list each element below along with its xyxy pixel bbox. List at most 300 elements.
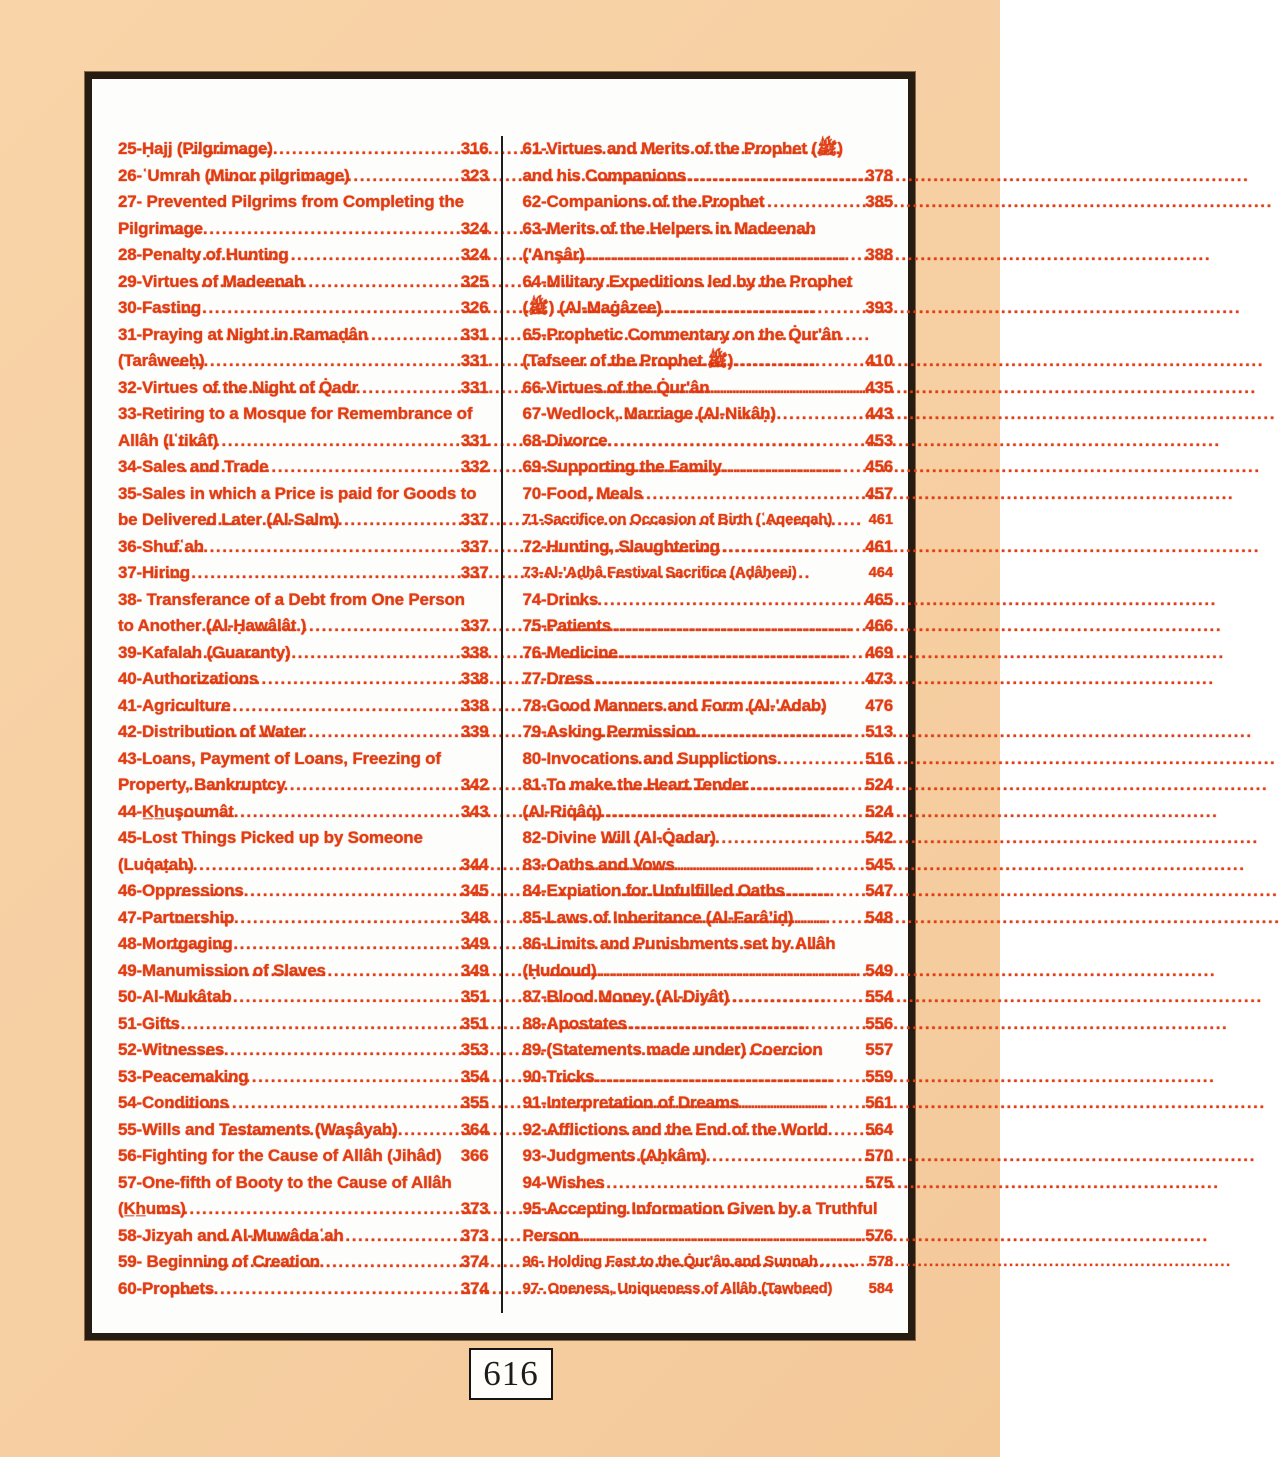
toc-page-number: 461 [868,512,893,528]
toc-page-number: 324 [460,218,489,238]
toc-entry-text: 27- Prevented Pilgrims from Completing the [118,192,464,211]
toc-leader-dots [167,1037,458,1064]
toc-entry-text: 94-Wishes [522,1172,605,1192]
toc-page-number: 345 [460,881,489,900]
toc-page-number: 556 [865,1013,893,1033]
toc-leader-dots [606,348,862,375]
toc-page-number: 524 [865,801,893,821]
toc-page-number: 332 [460,457,489,476]
toc-line [118,163,489,190]
toc-line [118,878,489,905]
toc-entry-text: 33-Retiring to a Mosque for Remembrance of [118,404,473,423]
toc-leader-dots [176,1064,458,1091]
toc-leader-dots [183,454,458,481]
toc-page-number: 576 [865,1225,893,1245]
toc-line [118,481,489,508]
toc-entry-text: 31-Praying at Night in Ramaḍân [118,324,368,344]
toc-page-number: 461 [865,536,893,556]
toc-entry-text: 36-Shufʿah [118,536,204,556]
toc-leader-dots [158,295,458,322]
toc-line [118,401,489,428]
toc-leader-dots [208,163,458,190]
toc-entry-text: 56-Fighting for the Cause of Allâh (Jihâd) [118,1146,442,1165]
toc-line [118,1064,489,1091]
toc-line [523,507,894,534]
toc-page-number: 513 [865,722,893,741]
toc-entry-text: 84-Expiation for Unfulfilled Oaths [522,881,785,900]
toc-entry-text: 58-Jizyah and Al-Muwâdaʿah [118,1225,344,1245]
toc-leader-dots [179,666,457,693]
toc-entry-text: 75-Patients [522,616,612,635]
toc-line [118,746,489,773]
toc-leader-dots [561,799,862,826]
toc-leader-dots [619,746,863,773]
toc-line [523,613,894,640]
toc-line [523,587,894,614]
toc-leader-dots [170,984,458,1011]
toc-line [523,428,894,455]
toc-line [118,852,489,879]
toc-entry-text: 54-Conditions [118,1093,229,1112]
toc-entry-text: 61-Virtues and Merits of the Prophet (ﷺ) [522,139,843,158]
toc-entry-text: 95-Accepting Information Given by a Truthful [522,1199,878,1218]
toc-line [118,905,489,932]
toc-leader-dots [599,375,862,402]
toc-page-number: 337 [460,510,489,529]
toc-line [118,1249,489,1276]
toc-entry-text: 90-Tricks [522,1066,595,1086]
toc-line [118,613,489,640]
toc-leader-dots [213,322,458,349]
toc-leader-dots [618,401,862,428]
toc-line [523,560,894,587]
toc-page-number: 464 [868,565,893,581]
toc-leader-dots [554,242,863,269]
toc-entry-text: 45-Lost Things Picked up by Someone [118,828,423,847]
toc-line [118,1223,489,1250]
toc-line [523,1170,894,1197]
toc-page-number: 344 [460,854,489,874]
toc-leader-dots [559,587,862,614]
toc-leader-dots [205,507,458,534]
toc-line [523,958,894,985]
toc-page-number: 516 [865,748,893,768]
toc-line [523,746,894,773]
toc-line [118,772,489,799]
toc-line [523,799,894,826]
toc-entry-text: 53-Peacemaking [118,1066,249,1086]
toc-page-number: 548 [865,907,893,927]
toc-page-number: 542 [865,828,893,847]
toc-entry-text: 81-To make the Heart Tender [522,775,748,794]
toc-page-number: 378 [865,165,893,185]
toc-entry-text: 93-Judgments (Aḥkâm) [522,1146,707,1165]
toc-page-number: 547 [865,881,893,900]
toc-page-number: 339 [460,722,489,741]
toc-line [523,693,894,720]
toc-line [118,587,489,614]
toc-page-number: 476 [865,695,893,715]
toc-line [523,931,894,958]
toc-entry-text: Allâh (Iʿtikâf) [118,430,218,450]
toc-entry-text: 87-Blood Money (Al-Diyât) [522,987,730,1006]
toc-leader-dots [562,1170,862,1197]
toc-page-number: 473 [865,669,893,688]
toc-line [523,719,894,746]
toc-leader-dots [638,1249,866,1276]
toc-entry-text: 77-Dress [522,669,593,688]
toc-entry-text: 66-Virtues of the Q̇ur'ân [522,377,710,397]
toc-leader-dots [206,1223,457,1250]
toc-line [523,216,894,243]
toc-entry-text: to Another (Al-Ḥawâlât ) [118,616,307,635]
toc-entry-text: 72-Hunting, Slaughtering [522,536,720,556]
toc-entry-text: 83-Oaths and Vows [522,854,675,874]
toc-page-number: 343 [460,801,489,821]
toc-entry-text: and his Companions [522,165,687,185]
toc-entry-text: 91-Interpretation of Dreams [522,1093,740,1112]
toc-page-number: 524 [865,775,893,794]
toc-entry-text: 97- Oneness, Uniqueness of Allâh (Tawheed) [522,1280,833,1297]
toc-line [523,269,894,296]
toc-leader-dots [151,1196,457,1223]
toc-page-number: 373 [460,1225,489,1245]
toc-leader-dots [171,799,458,826]
toc-entry-text: 96- Holding Fast to the Q̇ur'ân and Sunnah [522,1254,818,1270]
toc-page-number: 325 [460,271,489,291]
toc-page-number: 337 [460,536,489,556]
toc-leader-dots [159,348,457,375]
toc-entry-text: 28-Penalty of Hunting [118,245,289,264]
toc-line [118,348,489,375]
toc-line [118,560,489,587]
toc-page-number: 373 [460,1199,489,1218]
toc-page-number: 324 [460,245,489,264]
toc-leader-dots [595,719,862,746]
toc-page-number: 349 [460,934,489,953]
toc-leader-dots [601,825,862,852]
toc-line [523,825,894,852]
toc-line [118,454,489,481]
toc-leader-dots [169,1090,458,1117]
toc-entry-text: 69-Supporting the Family [522,457,722,476]
toc-page-number: 331 [460,430,489,450]
toc-leader-dots [608,1090,862,1117]
toc-entry-text: 40-Authorizations [118,669,259,688]
toc-entry-text: 64-Military Expeditions led by the Prophet [522,271,853,291]
toc-entry-text: 30-Fasting [118,298,202,317]
toc-line [523,481,894,508]
toc-page-number: 469 [865,642,893,662]
toc-page-number: 549 [865,960,893,980]
toc-entry-text: 25-Ḥajj (Pilgrimage) [118,139,273,158]
toc-entry-text: 73-Al-'Aḍḥâ Festival Sacrifice (Aḍâḥeei) [522,565,797,581]
toc-line [523,1011,894,1038]
toc-leader-dots [621,878,862,905]
toc-page-number: 410 [865,351,893,370]
toc-leader-dots [171,905,458,932]
toc-page-number: 337 [460,563,489,582]
toc-entry-text: 86-Limits and Punishments set by Allâh [522,934,836,953]
toc-leader-dots [588,852,862,879]
toc-entry-text: 47-Partnership [118,907,235,927]
toc-entry-text: 92-Afflictions and the End of the World [522,1119,828,1139]
toc-page-number: 342 [460,775,489,794]
toc-entry-text: (Al-Riq̇âq̇) [522,801,602,821]
toc-leader-dots [598,1143,862,1170]
toc-line [523,322,894,349]
toc-leader-dots [195,269,458,296]
toc-line [118,295,489,322]
toc-entry-text: (ﷺ) (Al-Maġâzee) [522,298,662,317]
toc-line [118,322,489,349]
toc-leader-dots [605,984,862,1011]
toc-line [118,693,489,720]
toc-entry-text: 26-ʿUmrah (Minor pilgrimage) [118,165,350,185]
toc-leader-dots [557,666,862,693]
toc-entry-text: 80-Invocations and Supplictions [522,748,778,768]
toc-page-number: 385 [865,192,893,211]
toc-leader-dots [189,772,458,799]
toc-page-number: 559 [865,1066,893,1086]
toc-line [118,534,489,561]
toc-line [523,1037,894,1064]
toc-leader-dots [159,216,458,243]
toc-line [118,1196,489,1223]
toc-page-number: 554 [865,987,893,1006]
toc-page-number: 353 [460,1040,489,1059]
toc-line [523,666,894,693]
toc-leader-dots [163,1276,458,1303]
toc-leader-dots [201,958,458,985]
toc-line [523,984,894,1011]
toc-leader-dots [592,163,862,190]
toc-page-number: 349 [460,960,489,980]
toc-line [523,375,894,402]
toc-entry-text: 74-Drinks [522,589,599,609]
toc-line [118,799,489,826]
toc-entry-text: 62-Companions of the Prophet [522,192,765,211]
toc-entry-text: 89-(Statements made under) Coercion [522,1040,823,1059]
toc-page-number: 564 [865,1119,893,1139]
toc-page-number: 457 [865,483,893,503]
toc-page-number: 351 [460,1013,489,1033]
toc-page-number: 331 [460,324,489,344]
toc-leader-dots [221,1117,458,1144]
toc-leader-dots [153,560,457,587]
toc-leader-dots [611,772,863,799]
toc-entry-text: 37-Hiring [118,563,190,582]
toc-page-number: 326 [460,298,489,317]
toc-line [523,1276,894,1303]
toc-entry-text: 57-One-fifth of Booty to the Cause of Allâh [118,1172,452,1192]
toc-leader-dots [210,375,457,402]
toc-page-number: 584 [868,1280,893,1297]
toc-entry-text: 50-Al-Mukâtab [118,987,232,1006]
toc-line [523,242,894,269]
toc-leader-dots [577,481,863,508]
toc-line [523,1090,894,1117]
toc-page-number: 364 [460,1119,489,1139]
toc-line [523,401,894,428]
toc-entry-text: 32-Virtues of the Night of Q̇adr [118,377,359,397]
toc-leader-dots [623,905,862,932]
toc-page-number: 331 [460,377,489,397]
toc-leader-dots [615,189,862,216]
toc-line [118,666,489,693]
toc-page-number: 338 [460,695,489,715]
toc-entry-text: Pilgrimage [118,218,203,238]
toc-line [118,1090,489,1117]
toc-leader-dots [195,719,458,746]
toc-line [118,269,489,296]
toc-leader-dots [190,242,458,269]
toc-page-number: 316 [460,139,489,158]
toc-page-number: 456 [865,457,893,476]
toc-page-number: 388 [865,245,893,264]
toc-line [523,295,894,322]
toc-entry-text: (Tafseer of the Prophet ﷺ) [522,351,734,370]
toc-page-number: 466 [865,616,893,635]
toc-page-number: 453 [865,430,893,450]
toc-entry-text: 39-Kafalah (Guaranty) [118,642,291,662]
toc-leader-dots [149,1011,458,1038]
toc-entry-text: Property, Bankruptcy [118,775,286,794]
toc-page-number: 374 [460,1252,489,1271]
toc-leader-dots [551,1223,862,1250]
toc-entry-text: 42-Distribution of Water [118,722,306,741]
toc-line [118,984,489,1011]
toc-leader-dots [559,958,863,985]
toc-entry-text: 55-Wills and Testaments (Waşâyah) [118,1119,398,1139]
toc-page-number: 331 [460,351,489,370]
toc-leader-dots [563,428,862,455]
toc-entry-text: 68-Divorce [522,430,608,450]
toc-line [118,507,489,534]
toc-line [523,454,894,481]
toc-leader-dots [169,693,457,720]
toc-entry-text: 43-Loans, Payment of Loans, Freezing of [118,748,441,768]
toc-page-number: 465 [865,589,893,609]
toc-entry-text: 29-Virtues of Madeenah [118,271,305,291]
toc-entry-text: 41-Agriculture [118,695,231,715]
page-number-box [469,1348,553,1400]
toc-line [118,719,489,746]
toc-entry-text: (Ḥudoud) [522,960,597,980]
toc-page-number: 570 [865,1146,893,1165]
toc-line [523,1064,894,1091]
toc-entry-text: 51-Gifts [118,1013,180,1033]
toc-line [523,1117,894,1144]
toc-page-number: 338 [460,669,489,688]
toc-entry-text: ('Anşâr) [522,245,585,264]
toc-entry-text: 71-Sacrifice on Occasion of Birth (ʿAqeeqah) [522,512,833,528]
toc-leader-dots [571,1011,862,1038]
toc-entry-text: be Delivered Later (Al-Salm) [118,510,340,529]
toc-page-number: 435 [865,377,893,397]
toc-line [523,1196,894,1223]
toc-entry-text: 85-Laws of Inheritance (Al-Farâ’iḍ) [522,907,794,927]
toc-line [523,1249,894,1276]
toc-leader-dots [170,931,458,958]
toc-line [523,189,894,216]
toc-entry-text: 65-Prophetic Commentary on the Q̇ur'ân [522,324,842,344]
toc-leader-dots [195,613,458,640]
toc-entry-text: (Tarâweeḥ) [118,351,205,370]
toc-line [118,136,489,163]
toc-page-number: 355 [460,1093,489,1112]
toc-entry-text: (Luq̇aṭah) [118,854,194,874]
toc-line [523,136,894,163]
toc-line [523,772,894,799]
toc-line [118,1011,489,1038]
toc-entry-text: 44-K̲h̲uşoumât [118,801,234,821]
toc-line [523,1223,894,1250]
toc-page-number: 393 [865,298,893,317]
toc-line [523,534,894,561]
toc-page-number: 323 [460,165,489,185]
toc-page-number: 366 [460,1146,489,1165]
toc-entry-text: 52-Witnesses [118,1040,225,1059]
toc-page-number: 557 [865,1040,893,1059]
toc-line [118,931,489,958]
toc-entry-text: 35-Sales in which a Price is paid for Goods to [118,483,477,503]
toc-line [118,428,489,455]
toc-page-number: 578 [868,1254,893,1270]
toc-page-number: 374 [460,1278,489,1298]
toc-line [118,375,489,402]
toc-leader-dots [565,613,863,640]
toc-page-number: 354 [460,1066,489,1086]
toc-leader-dots [165,428,458,455]
page-number: 616 [483,1354,539,1393]
toc-page-number: 575 [865,1172,893,1192]
toc-line [118,825,489,852]
toc-page-number: 338 [460,642,489,662]
toc-entry-text: 48-Mortgaging [118,934,233,953]
toc-entry-text: 38- Transferance of a Debt from One Person [118,589,465,609]
toc-line [118,1037,489,1064]
toc-line [118,1276,489,1303]
toc-line [523,640,894,667]
toc-page-number: 351 [460,987,489,1006]
toc-column-left [92,79,501,1333]
toc-entry-text: 60-Prophets [118,1278,215,1298]
toc-entry-text: 79-Asking Permission [522,722,697,741]
toc-line [523,1143,894,1170]
toc-entry-text: (K̲h̲ums) [118,1199,186,1218]
toc-leader-dots [159,534,458,561]
toc-page-number: 348 [460,907,489,927]
toc-entry-text: 76-Medicine [522,642,618,662]
toc-page-number: 443 [865,404,893,423]
toc-line [118,640,489,667]
toc-entry-text: Person [522,1225,579,1245]
toc-page-number: 545 [865,854,893,874]
toc-column-right [503,79,909,1333]
toc-line [523,348,894,375]
toc-leader-dots [602,534,862,561]
toc-leader-dots [199,1249,457,1276]
toc-line [523,163,894,190]
toc-leader-dots [184,136,457,163]
toc-line [118,1117,489,1144]
toc-entry-text: 67-Wedlock, Marriage (Al-Nikâḥ) [522,404,776,423]
toc-entry-text: 82-Divine Will (Al-Q̇adar) [522,828,716,847]
toc-leader-dots [174,878,458,905]
toc-line [523,878,894,905]
toc-entry-text: 59- Beginning of Creation [118,1252,320,1271]
